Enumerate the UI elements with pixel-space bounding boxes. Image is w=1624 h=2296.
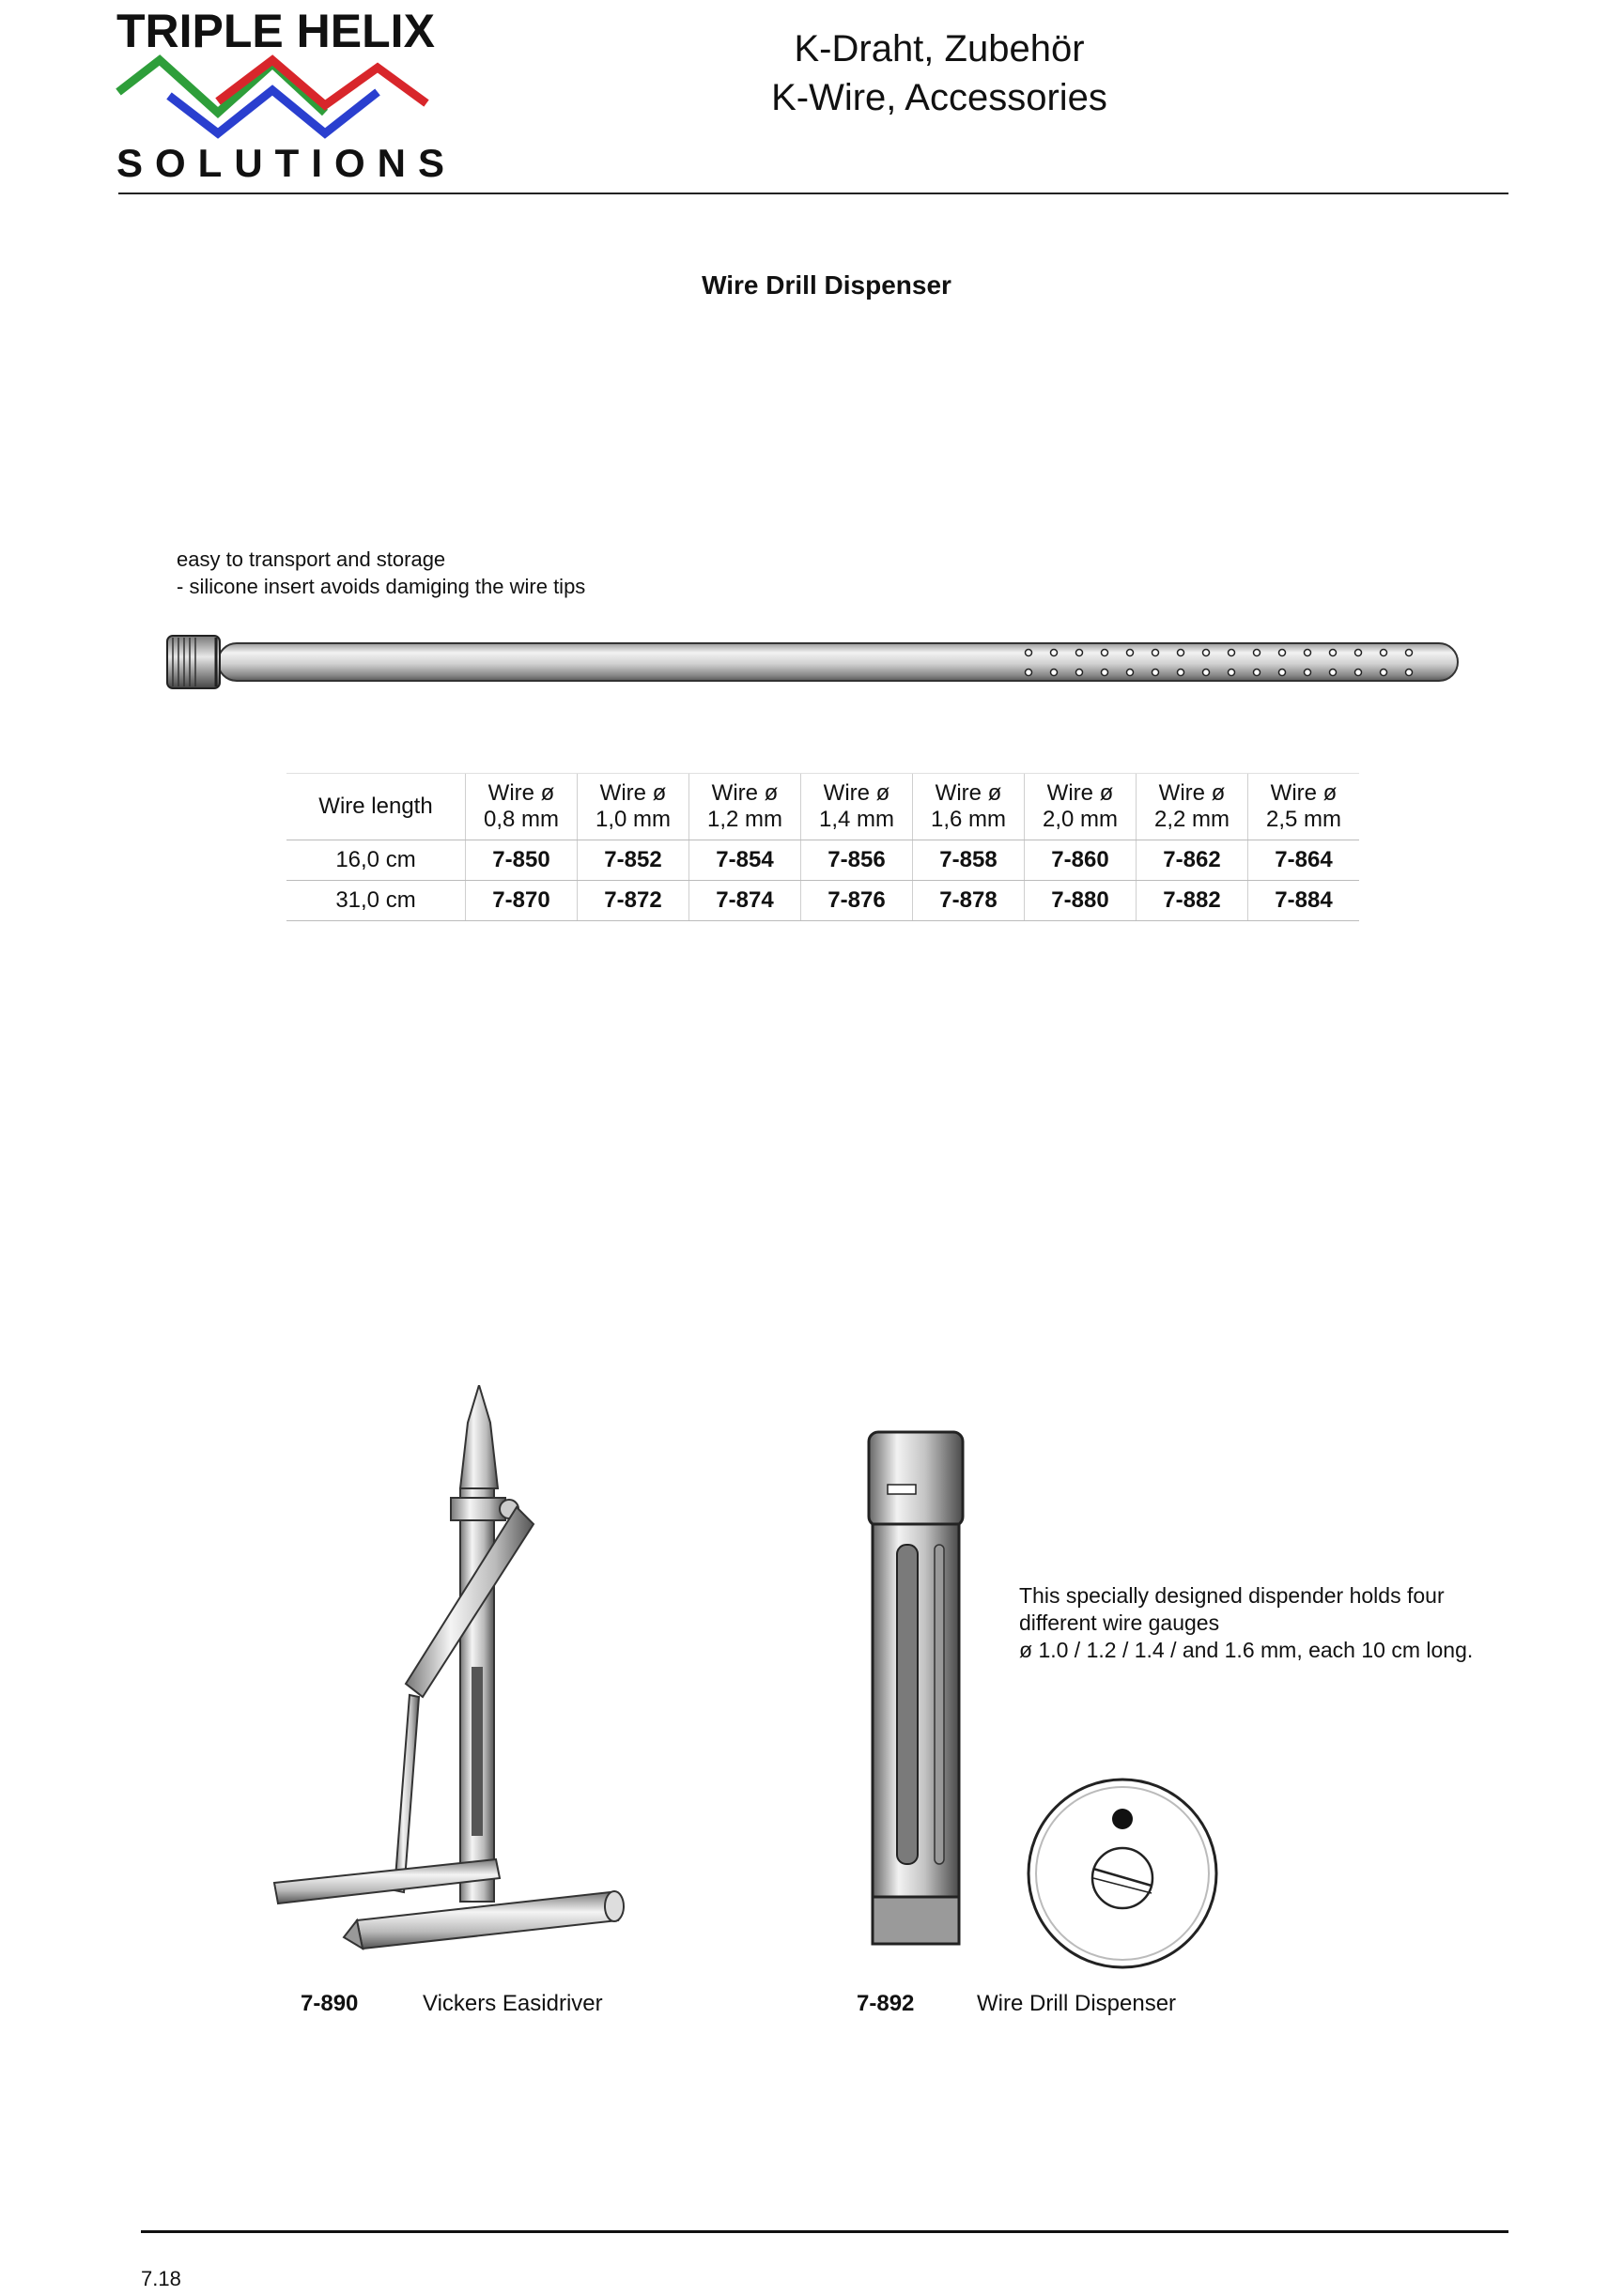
- article-code-cell: 7-884: [1248, 881, 1360, 921]
- table-header-cell: [1248, 774, 1360, 840]
- logo-helix-icon: [113, 54, 432, 141]
- column-size: 2,5 mm: [1265, 807, 1341, 832]
- product-code: 7-892: [857, 1991, 915, 2016]
- article-code-cell: 7-874: [689, 881, 801, 921]
- feature-note: easy to transport and storage: [177, 547, 446, 571]
- article-code-cell: 7-862: [1137, 840, 1248, 881]
- logo-title: TRIPLE HELIX: [116, 5, 435, 57]
- table-header-cell: [578, 774, 689, 840]
- dispenser-description: [1019, 1582, 1473, 1664]
- article-code-cell: 7-860: [1025, 840, 1137, 881]
- wire-length-cell: 16,0 cm: [286, 840, 466, 881]
- dispenser-top-view-illustration: [1024, 1775, 1221, 1972]
- column-label: Wire ø: [711, 780, 779, 806]
- easidriver-illustration: [263, 1385, 639, 1967]
- wire-length-cell: 31,0 cm: [286, 881, 466, 921]
- column-size: 1,2 mm: [706, 807, 782, 832]
- description-line: ø 1.0 / 1.2 / 1.4 / and 1.6 mm, each 10 cm long.: [1019, 1638, 1474, 1662]
- table-row: [286, 840, 1359, 881]
- article-code-cell: 7-876: [801, 881, 913, 921]
- article-code-cell: 7-878: [913, 881, 1025, 921]
- column-size: 2,0 mm: [1042, 807, 1118, 832]
- column-label: Wire ø: [1046, 780, 1114, 806]
- table-header-cell: Wire length: [286, 774, 466, 840]
- column-label: Wire ø: [823, 780, 890, 806]
- column-size: 1,0 mm: [595, 807, 671, 832]
- column-label: Wire ø: [1270, 780, 1338, 806]
- article-code-cell: 7-852: [578, 840, 689, 881]
- wire-spec-table: [286, 773, 1359, 921]
- dispenser-cylinder-illustration: [859, 1423, 972, 1953]
- header-title-en: K-Wire, Accessories: [771, 77, 1107, 118]
- product-name: Wire Drill Dispenser: [977, 1991, 1177, 2016]
- product-name: Vickers Easidriver: [423, 1991, 603, 2016]
- article-code-cell: 7-882: [1137, 881, 1248, 921]
- table-header-cell: [801, 774, 913, 840]
- article-code-cell: 7-870: [466, 881, 578, 921]
- table-header-cell: [466, 774, 578, 840]
- description-line: This specially designed dispender holds four: [1019, 1583, 1445, 1608]
- header-title-de: K-Draht, Zubehör: [794, 28, 1085, 69]
- column-label: Wire ø: [1158, 780, 1226, 806]
- article-code-cell: 7-858: [913, 840, 1025, 881]
- article-code-cell: 7-856: [801, 840, 913, 881]
- article-code-cell: 7-854: [689, 840, 801, 881]
- feature-note: - silicone insert avoids damiging the wire tips: [177, 575, 586, 598]
- column-label: Wire ø: [935, 780, 1002, 806]
- article-code-cell: 7-872: [578, 881, 689, 921]
- article-code-cell: 7-850: [466, 840, 578, 881]
- column-size: 1,4 mm: [818, 807, 894, 832]
- section-title: Wire Drill Dispenser: [702, 270, 951, 300]
- logo-subtitle: SOLUTIONS: [116, 141, 457, 185]
- product-code: 7-890: [301, 1991, 359, 2016]
- description-line: different wire gauges: [1019, 1610, 1220, 1635]
- table-header-cell: [689, 774, 801, 840]
- header-divider: [118, 193, 1508, 194]
- page-number: 7.18: [141, 2267, 181, 2290]
- table-header-cell: [913, 774, 1025, 840]
- footer-divider: [141, 2230, 1508, 2233]
- column-size: 1,6 mm: [930, 807, 1006, 832]
- table-header-row: [286, 774, 1359, 840]
- column-label: Wire ø: [599, 780, 667, 806]
- dispenser-tube-illustration: [160, 624, 1493, 700]
- column-size: 0,8 mm: [483, 807, 559, 832]
- article-code-cell: 7-880: [1025, 881, 1137, 921]
- column-label: Wire ø: [487, 780, 555, 806]
- table-row: [286, 881, 1359, 921]
- table-header-cell: [1137, 774, 1248, 840]
- article-code-cell: 7-864: [1248, 840, 1360, 881]
- column-size: 2,2 mm: [1153, 807, 1230, 832]
- table-header-cell: [1025, 774, 1137, 840]
